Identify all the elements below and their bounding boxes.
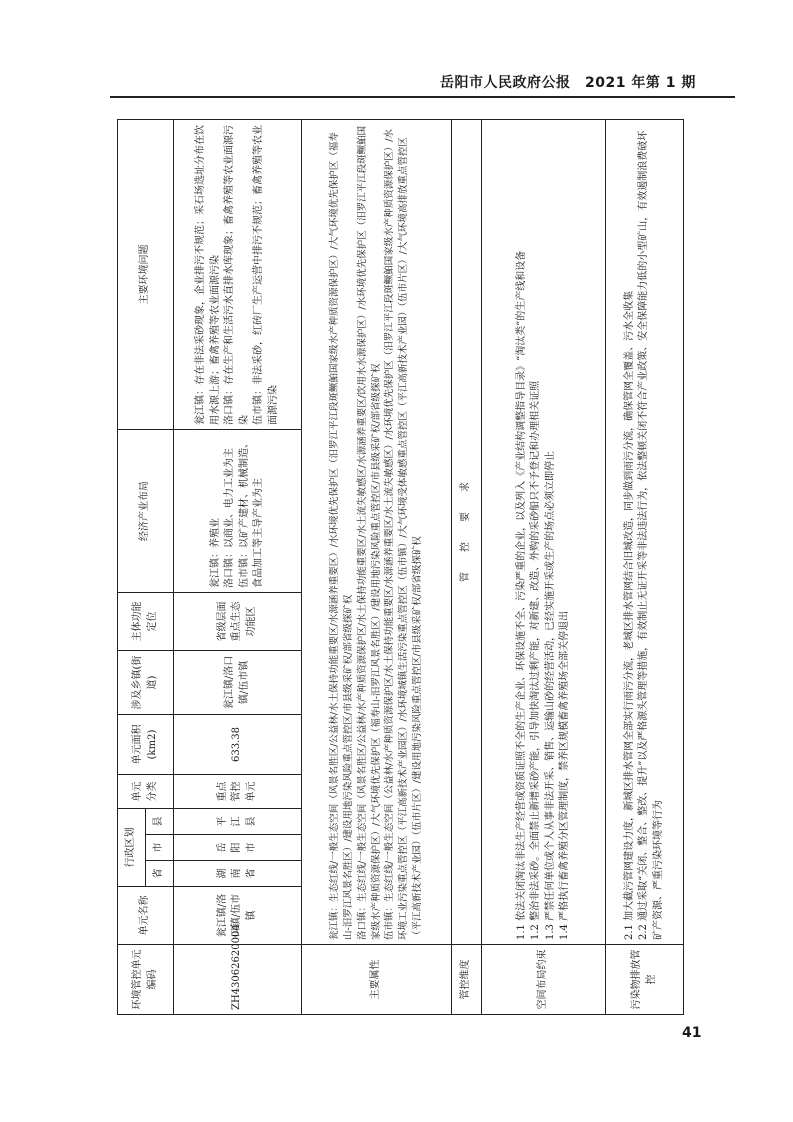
spatial-constraint-content [482,119,606,944]
control-requirements-label: 管 控 要 求 [452,119,482,944]
attribute-line: 洛口镇：生态红线/一般生态空间（风景名胜区/公益林/水产种质资源保护区/水土保持功能重要区/水土流失敏感区/水源涵养重要区/饮用水水源保护区）/水环境优先保护区（汨罗江平江段斑鳜鮊国家级水产种质资源保护区）/大气环境优先保护区（福寿山-汨罗江风景名胜区）/建设用地污染风险重点管控区/市县级采矿权/部省级探矿权 [356,125,382,940]
spatial-item: 1.3 严禁任何单位或个人从事非法开采、销售、运输山砂的经营活动，已经实施开采或生产的场点必须立即停止 [544,450,556,940]
cell-unit-name: 瓮江镇/洛口镇/伍市镇 [174,887,302,945]
header-admin-division: 行政区划 [118,808,146,886]
rotated-table-container [117,120,683,1015]
cell-county: 平江县 [174,808,302,834]
cell-function: 省级层面重点生态功能区 [174,592,302,650]
attribute-line: 伍市镇：生态红线/一般生态空间（公益林/水产种质资源保护区/水土保持功能重要区/水源涵养重要区/水土流失敏感区）/水环境优先保护区（汨罗江平江段斑鳜鮊国家级水产种质资源保护区）/水环境工业污染重点管控区（平江高新技术产业园区）/水环境城镇生活污染重点管控区（伍市镇）/大气环境受体敏感重点管控区（平江高新技术产业园）（伍市片区）/大气环境高排放重点管控区（平江高新技术产业园）（伍市片区）/建设用地污染风险重点管控区/市县级采矿权/部省级探矿权 [384,129,423,940]
spatial-item: 1.4 严格执行畜禽养殖分区管理制度，禁养区规模畜禽养殖场全部关停退出 [559,610,570,940]
economy-line: 洛口镇：以商业、电力工业为主 [224,447,235,588]
header-unit-type: 单元分类 [118,774,174,808]
page-number: 41 [682,1025,702,1041]
cell-towns: 瓮江镇/洛口镇/伍市镇 [174,650,302,714]
env-issue-line: 洛口镇：存在生产和生活污水直排水库现象；畜禽养殖等农业面源污染 [224,124,250,425]
attributes-content [302,119,452,944]
control-dimension-label: 管控维度 [452,945,482,1015]
economy-line: 伍市镇：以矿产建材、机械制造、食品加工等主导产业为主 [238,437,264,588]
environment-control-table [117,119,684,1015]
page-header: 岳阳市人民政府公报 2021 年第 1 期 [440,75,696,91]
spatial-constraint-label: 空间布局约束 [482,945,606,1015]
header-unit-code: 环境管控单元编码 [118,945,174,1015]
spatial-item: 1.1 依法关闭淘汰非法生产经营或资质证照不全的生产企业、环保设施不全、污染严重的企业，以及列入《产业结构调整指导目录》“淘汰类”的生产线和设备 [515,250,527,940]
env-issue-line: 伍市镇：非法采砂，红砖厂生产运营中排污不规范；畜禽养殖等农业面源污染 [253,124,279,425]
spatial-item: 1.2 整治非法采砂。全面禁止新增采砂产能，引导加快淘汰过剩产能，对新建、改造、外购的采砂船只不予登记和办理相关证照 [530,380,541,940]
header-area: 单元面积(km2) [118,714,174,774]
cell-env-issues [174,119,302,429]
header-province: 省 [146,861,174,887]
header-economy: 经济产业布局 [118,429,174,592]
header-towns: 涉及乡镇(街道) [118,650,174,714]
table-rotation-frame [117,120,683,1015]
pollution-control-label: 污染物排放管控 [606,945,684,1015]
cell-city: 岳阳市 [174,835,302,861]
pollution-control-content [606,119,684,944]
attribute-line: 瓮江镇：生态红线/一般生态空间（风景名胜区/公益林/水土保持功能重要区/水源涵养重要区）/水环境优先保护区（汨罗江平江段斑鳜鮊国家级水产种质资源保护区）/大气环境优先保护区（福寿山-汨罗江风景名胜区）/建设用地污染风险重点管控区/市县级采矿权/部省级探矿权 [329,132,355,940]
header-city: 市 [146,835,174,861]
cell-area: 633.38 [174,714,302,774]
cell-unit-code: ZH43062620004 [174,945,302,1015]
cell-province: 湖南省 [174,861,302,887]
header-unit-name: 单元名称 [118,887,174,945]
pollution-item: 2.2 通过采取“关闭、整合、整改、提升”以及严格源头管理等措施，有效制止无证开采等非法违法行为，依法整顿关闭不符合产业政策、安全保障能力低的小型矿山，有效遏制浪费破坏矿产资源、严重污染环境等行为 [638,130,664,940]
attributes-label: 主要属性 [302,945,452,1015]
cell-unit-type: 重点管控单元 [174,774,302,808]
economy-line: 瓮江镇：养殖业 [209,517,221,588]
header-county: 县 [146,808,174,834]
header-env-issues: 主要环境问题 [118,119,174,429]
header-function: 主体功能定位 [118,592,174,650]
env-issue-line: 瓮江镇：存在非法采砂现象，企业排污不规范；采石场选址分布在饮用水源上游；畜禽养殖等农业面源污染 [195,124,221,425]
cell-economy [174,429,302,592]
header-divider [110,96,735,98]
pollution-item: 2.1 加大截污管网建设力度，新城区排水管网全部实行雨污分流，老城区排水管网结合旧城改造，同步做到雨污分流，确保管网全覆盖、污水全收集 [623,290,635,940]
